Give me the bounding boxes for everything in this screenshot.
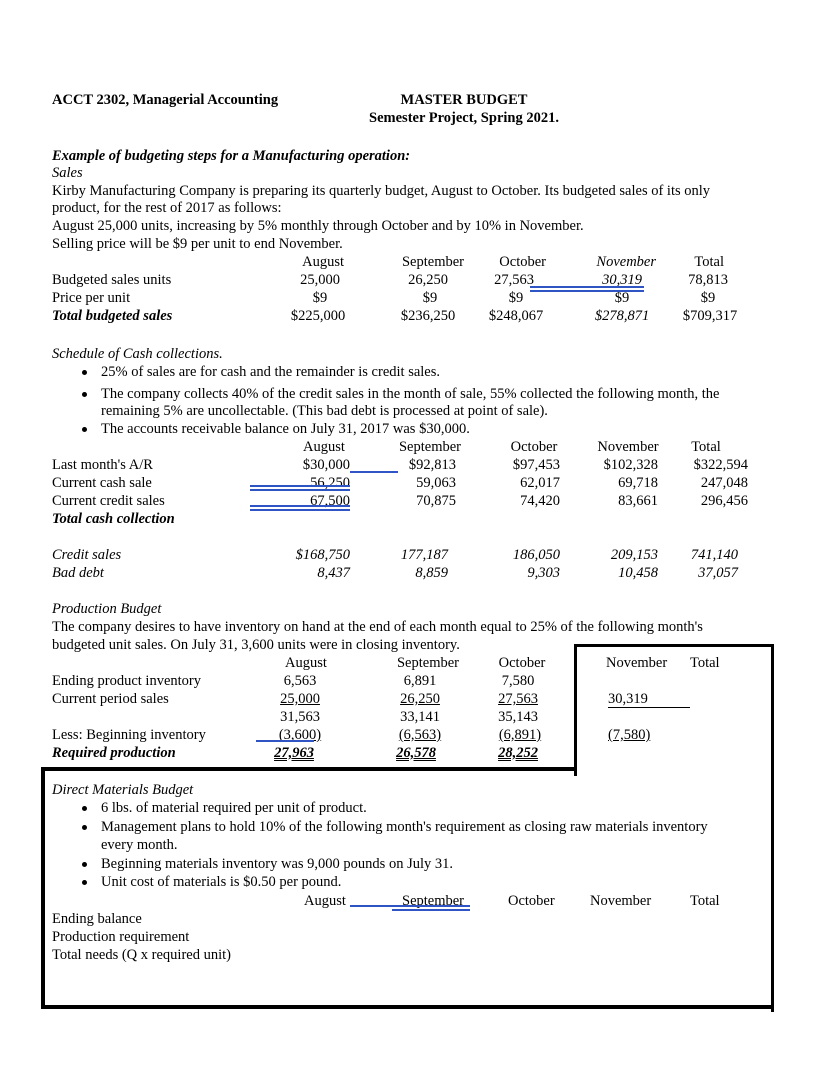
cell: (6,891) [498, 727, 542, 743]
row-label: Price per unit [52, 290, 131, 306]
cell: 25,000 [280, 691, 320, 707]
annotation-box-edge [576, 644, 774, 647]
col-header: August [304, 893, 346, 909]
cell: 26,250 [400, 691, 440, 707]
col-header: Total [690, 655, 720, 671]
row-label: Current cash sale [52, 475, 152, 491]
col-header: October [499, 254, 546, 270]
row-label: Last month's A/R [52, 457, 153, 473]
cash-bullet-2b: remaining 5% are uncollectable. (This bad debt is processed at point of sale). [101, 403, 548, 419]
row-label: Total budgeted sales [52, 308, 173, 324]
col-header: August [285, 655, 327, 671]
intro-text-1: Kirby Manufacturing Company is preparing its quarterly budget, August to October. Its budgeted sales of its only [52, 183, 711, 199]
cell: 741,140 [690, 547, 738, 563]
course-title: ACCT 2302, Managerial Accounting [52, 92, 279, 108]
blue-annotation-line [392, 909, 470, 911]
blue-annotation-line [350, 905, 470, 907]
cell: $9 [700, 290, 716, 306]
blue-annotation-line [530, 290, 644, 292]
blue-annotation-line [250, 489, 350, 491]
cell: 30,319 [602, 272, 642, 288]
page-subtitle: Semester Project, Spring 2021. [369, 110, 559, 126]
cell: 27,563 [494, 272, 534, 288]
cell: $9 [508, 290, 524, 306]
row-label: Required production [52, 745, 176, 761]
example-heading: Example of budgeting steps for a Manufacturing operation: [52, 148, 411, 164]
cell: 78,813 [688, 272, 728, 288]
row-label: Current period sales [52, 691, 169, 707]
row-label: Ending product inventory [52, 673, 202, 689]
cell: 67,500 [310, 493, 350, 509]
cell: 74,420 [520, 493, 560, 509]
cell: 35,143 [498, 709, 538, 725]
annotation-box-edge [771, 644, 774, 1012]
cell: $9 [422, 290, 438, 306]
production-heading: Production Budget [52, 601, 162, 617]
cell: 56,250 [310, 475, 350, 491]
bullet [82, 825, 87, 830]
cash-heading: Schedule of Cash collections. [52, 346, 223, 362]
col-header: August [302, 254, 344, 270]
col-header: Total [690, 893, 720, 909]
blue-annotation-line [250, 505, 350, 507]
row-label: Less: Beginning inventory [52, 727, 206, 743]
materials-bullet-4: Unit cost of materials is $0.50 per pound. [101, 874, 342, 890]
cell: 31,563 [280, 709, 320, 725]
underline [608, 707, 690, 708]
cell: $168,750 [295, 547, 350, 563]
cell: 6,563 [283, 673, 317, 689]
cell: 70,875 [416, 493, 456, 509]
cell: 177,187 [400, 547, 448, 563]
annotation-box-edge [41, 767, 45, 1009]
bullet [82, 862, 87, 867]
cell: (7,580) [608, 727, 651, 743]
col-header: August [303, 439, 345, 455]
cell: 27,963 [274, 745, 314, 761]
cell: $322,594 [693, 457, 748, 473]
production-text-2: budgeted unit sales. On July 31, 3,600 units were in closing inventory. [52, 637, 460, 653]
bullet [82, 806, 87, 811]
page-title: MASTER BUDGET [400, 92, 528, 108]
row-label: Budgeted sales units [52, 272, 172, 288]
cell: 59,063 [416, 475, 456, 491]
blue-annotation-line [350, 471, 398, 473]
row-label: Credit sales [52, 547, 122, 563]
intro-text-3: August 25,000 units, increasing by 5% monthly through October and by 10% in November. [52, 218, 584, 234]
cell: 9,303 [527, 565, 560, 581]
cell: (6,563) [398, 727, 442, 743]
cell: $102,328 [603, 457, 658, 473]
row-label: Bad debt [52, 565, 104, 581]
materials-bullet-2b: every month. [101, 837, 178, 853]
blue-annotation-line [256, 740, 314, 742]
cell: 25,000 [300, 272, 340, 288]
cell: 296,456 [700, 493, 748, 509]
cell: 33,141 [400, 709, 440, 725]
cell: 186,050 [512, 547, 560, 563]
cell: 8,859 [415, 565, 448, 581]
sales-label: Sales [52, 165, 83, 181]
col-header: September [401, 254, 464, 270]
cell: $278,871 [594, 308, 650, 324]
col-header: October [498, 655, 546, 671]
row-label: Total needs (Q x required unit) [52, 947, 231, 963]
blue-annotation-line [250, 509, 350, 511]
annotation-box-edge [41, 767, 577, 771]
cash-bullet-1: 25% of sales are for cash and the remainder is credit sales. [101, 364, 441, 380]
bullet [82, 392, 87, 397]
cell: 247,048 [700, 475, 748, 491]
materials-bullet-2a: Management plans to hold 10% of the following month's requirement as closing raw materials inventory [101, 819, 708, 835]
intro-text-2: product, for the rest of 2017 as follows: [52, 200, 282, 216]
cell: 62,017 [520, 475, 560, 491]
row-label: Production requirement [52, 929, 190, 945]
cell: $30,000 [302, 457, 350, 473]
col-header: September [396, 655, 459, 671]
materials-bullet-1: 6 lbs. of material required per unit of product. [101, 800, 367, 816]
materials-bullet-3: Beginning materials inventory was 9,000 pounds on July 31. [101, 856, 453, 872]
cell: $236,250 [400, 308, 456, 324]
cell: 69,718 [618, 475, 658, 491]
cash-bullet-3: The accounts receivable balance on July 31, 2017 was $30,000. [101, 421, 470, 437]
bullet [82, 427, 87, 432]
col-header: November [590, 893, 652, 909]
row-label: Ending balance [52, 911, 142, 927]
cell: $97,453 [512, 457, 560, 473]
col-header: September [402, 893, 465, 909]
col-header: October [510, 439, 558, 455]
cell: 6,891 [403, 673, 437, 689]
col-header: November [606, 655, 668, 671]
row-label: Current credit sales [52, 493, 165, 509]
cell: $709,317 [682, 308, 738, 324]
materials-heading: Direct Materials Budget [52, 782, 194, 798]
bullet [82, 880, 87, 885]
blue-annotation-line [530, 286, 644, 288]
col-header: November [597, 439, 659, 455]
cell: 27,563 [498, 691, 538, 707]
col-header: October [508, 893, 555, 909]
cell: 8,437 [317, 565, 350, 581]
cell: $9 [614, 290, 630, 306]
annotation-box-edge [41, 1005, 774, 1009]
col-header: Total [694, 254, 724, 270]
cell: 37,057 [698, 565, 738, 581]
cell: (3,600) [278, 727, 322, 743]
cell: $92,813 [408, 457, 456, 473]
bullet [82, 370, 87, 375]
cell: 26,250 [408, 272, 448, 288]
cell: $248,067 [488, 308, 544, 324]
cell: 83,661 [618, 493, 658, 509]
intro-text-4: Selling price will be $9 per unit to end November. [52, 236, 343, 252]
cash-bullet-2a: The company collects 40% of the credit sales in the month of sale, 55% collected the following month, the [101, 386, 720, 402]
cell: 10,458 [618, 565, 658, 581]
blue-annotation-line [250, 485, 350, 487]
cell: 30,319 [608, 691, 648, 707]
cell: 26,578 [396, 745, 436, 761]
cell: 209,153 [610, 547, 658, 563]
cell: 7,580 [501, 673, 535, 689]
col-header: Total [691, 439, 721, 455]
cell: 28,252 [498, 745, 538, 761]
col-header: November [596, 254, 656, 270]
production-text-1: The company desires to have inventory on hand at the end of each month equal to 25% of the following month's [52, 619, 703, 635]
cell: $9 [312, 290, 328, 306]
row-label: Total cash collection [52, 511, 175, 527]
cell: $225,000 [290, 308, 346, 324]
col-header: September [398, 439, 461, 455]
annotation-box-edge [574, 644, 577, 776]
